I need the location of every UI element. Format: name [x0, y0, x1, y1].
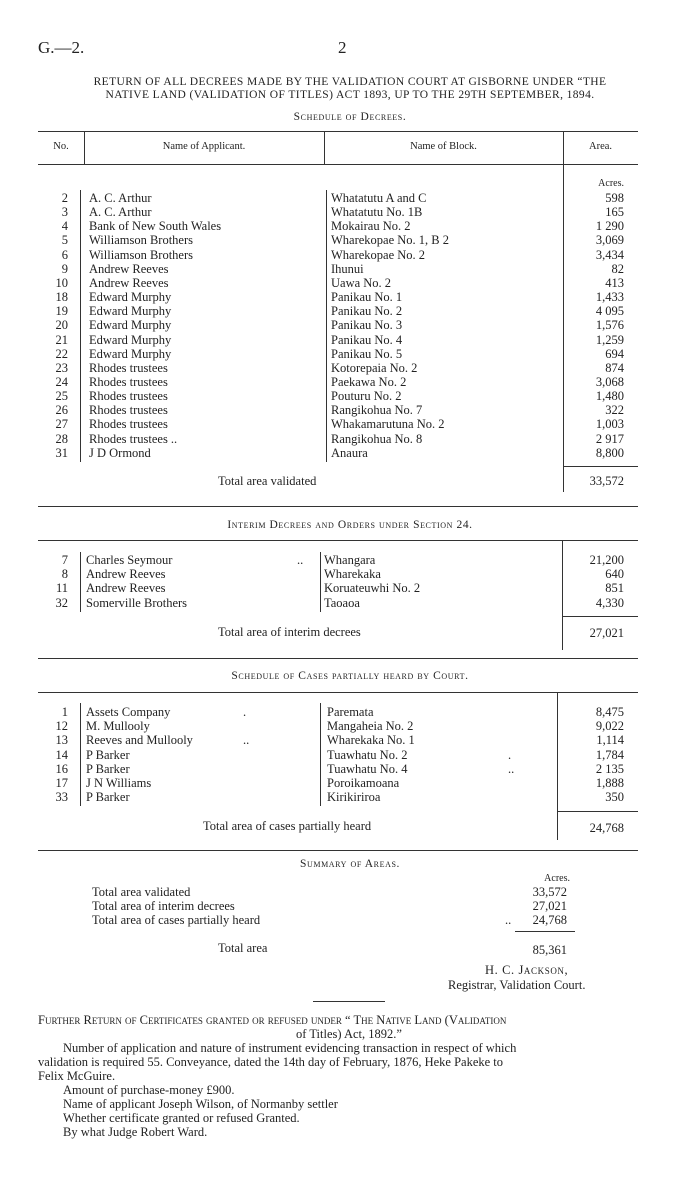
applicant-name: Name of applicant Joseph Wilson, of Normanby settler [63, 1097, 338, 1111]
total-interim-value: 27,021 [589, 626, 624, 640]
table-row [0, 705, 700, 719]
further-para-1: Number of application and nature of instrument evidencing transaction in respect of which [63, 1041, 517, 1055]
block-name: Rangikohua No. 8 [331, 431, 423, 446]
further-heading-line-2: of Titles) Act, 1892.” [296, 1027, 402, 1041]
summary-rule [515, 931, 575, 932]
subtotal-rule [557, 811, 638, 812]
table-row [0, 233, 700, 247]
row-number: 33 [55, 790, 68, 805]
row-number: 7 [61, 553, 68, 567]
block-name: Pouturu No. 2 [331, 389, 402, 404]
title-line-2: NATIVE LAND (VALIDATION OF TITLES) ACT 1893, UP TO THE 29TH SEPTEMBER, 1894. [105, 89, 595, 101]
row-number: 22 [55, 346, 68, 361]
area-value: 3,068 [595, 374, 624, 389]
block-name: Tuawhatu No. 4 [327, 761, 408, 776]
signature-title: Registrar, Validation Court. [448, 978, 586, 992]
table-row [0, 567, 700, 581]
table-row [0, 262, 700, 276]
table-row [0, 375, 700, 389]
area-value: 350 [605, 790, 624, 805]
applicant-name: Reeves and Mullooly [86, 733, 193, 748]
applicant-name: Bank of New South Wales [89, 219, 222, 234]
table-row [0, 347, 700, 361]
table-row [0, 553, 700, 567]
row-number: 16 [55, 761, 68, 776]
row-number: 6 [61, 247, 68, 262]
subtotal-rule [563, 466, 638, 467]
applicant-name: Rhodes trustees [89, 360, 168, 375]
applicant-name: P Barker [86, 790, 130, 805]
applicant-name: Williamson Brothers [89, 233, 193, 248]
row-number: 9 [61, 261, 68, 276]
area-value: 2 917 [595, 431, 624, 446]
summary-value: 33,572 [532, 885, 567, 899]
summary-total-label: Total area [218, 941, 268, 955]
applicant-name: J N Williams [86, 776, 152, 790]
leader-dots: .. [297, 553, 304, 567]
block-name: Wharekopae No. 1, B 2 [331, 233, 450, 248]
area-value: 1,003 [595, 417, 624, 432]
area-value: 1,433 [595, 290, 624, 305]
block-name: Whakamarutuna No. 2 [331, 417, 445, 432]
applicant-name: Edward Murphy [89, 290, 172, 305]
block-name: Wharekopae No. 2 [331, 247, 426, 262]
block-name: Koruateuwhi No. 2 [324, 581, 421, 596]
table-row [0, 762, 700, 776]
applicant-name: Rhodes trustees [89, 389, 168, 404]
applicant-name: Andrew Reeves [89, 275, 169, 290]
area-value: 4 095 [595, 304, 624, 319]
table-row [0, 719, 700, 733]
leader-dots: . [508, 747, 512, 762]
block-name: Panikau No. 5 [331, 346, 403, 361]
table-row [0, 417, 700, 431]
row-number: 19 [55, 304, 68, 319]
row-number: 3 [61, 205, 68, 220]
table-row [0, 748, 700, 762]
leader-dots: .. [508, 761, 515, 776]
applicant-name: J D Ormond [89, 445, 151, 460]
area-value: 1,259 [595, 332, 624, 347]
col-header-area: Area. [588, 141, 613, 152]
col-header-block: Name of Block. [410, 141, 477, 152]
block-name: Panikau No. 2 [331, 304, 403, 319]
leader-dots: .. [505, 913, 512, 928]
area-value: 3,069 [595, 233, 624, 248]
block-name: Kotorepaia No. 2 [331, 360, 418, 375]
area-value: 3,434 [595, 247, 624, 262]
applicant-name: Edward Murphy [89, 332, 172, 347]
row-number: 2 [61, 191, 68, 205]
block-name: Tuawhatu No. 2 [327, 747, 408, 762]
block-name: Poroikamoana [327, 776, 400, 790]
leader-dots: .. [243, 733, 250, 748]
certificate-status: Whether certificate granted or refused Granted. [63, 1111, 300, 1125]
area-value: 694 [605, 346, 624, 361]
block-name: Mokairau No. 2 [331, 219, 411, 234]
total-validated-label: Total area validated [218, 474, 317, 488]
area-value: 1 290 [595, 219, 624, 234]
area-value: 165 [605, 205, 624, 220]
applicant-name: Andrew Reeves [86, 567, 166, 582]
page-header-ref: G.—2. [38, 38, 85, 57]
area-value: 1,888 [595, 776, 624, 790]
applicant-name: P Barker [86, 747, 130, 762]
summary-label: Total area of interim decrees [92, 899, 235, 914]
table-row [0, 276, 700, 290]
leader-dots: . [243, 705, 247, 719]
table-head-rule [38, 164, 638, 165]
applicant-name: Andrew Reeves [86, 581, 166, 596]
total-partial-label: Total area of cases partially heard [203, 819, 372, 833]
applicant-name: Rhodes trustees .. [89, 431, 178, 446]
table-row [0, 290, 700, 304]
col-header-no: No. [53, 141, 69, 152]
row-number: 20 [55, 318, 68, 333]
block-name: Panikau No. 4 [331, 332, 403, 347]
table-row [0, 318, 700, 332]
row-number: 12 [55, 719, 68, 734]
section-rule [38, 658, 638, 659]
area-value: 82 [611, 261, 624, 276]
table-row [0, 596, 700, 610]
applicant-name: A. C. Arthur [89, 205, 152, 220]
row-number: 32 [55, 595, 68, 610]
title-line-1: RETURN OF ALL DECREES MADE BY THE VALIDATION COURT AT GISBORNE UNDER “THE [93, 76, 607, 88]
row-number: 23 [55, 360, 68, 375]
row-number: 17 [55, 776, 68, 790]
block-name: Taoaoa [324, 595, 360, 610]
partial-heading: Schedule of Cases partially heard by Court. [231, 670, 469, 682]
applicant-name: Edward Murphy [89, 304, 172, 319]
block-name: Whangara [324, 553, 376, 567]
area-value: 1,480 [595, 389, 624, 404]
schedule-heading: Schedule of Decrees. [293, 111, 407, 123]
table-row [0, 191, 700, 205]
block-name: Kirikiriroa [327, 790, 381, 805]
block-name: Whatatutu A and C [331, 191, 427, 205]
further-heading-line-1: Further Return of Certificates granted or refused under “ The Native Land (Validation [38, 1013, 507, 1027]
block-name: Mangaheia No. 2 [327, 719, 414, 734]
block-name: Anaura [331, 445, 368, 460]
row-number: 1 [61, 705, 68, 719]
table-row [0, 248, 700, 262]
area-value: 874 [605, 360, 624, 375]
applicant-name: P Barker [86, 761, 130, 776]
row-number: 28 [55, 431, 68, 446]
row-number: 21 [55, 332, 68, 347]
summary-value: 27,021 [532, 899, 567, 914]
area-value: 1,576 [595, 318, 624, 333]
signature-name: H. C. Jackson, [485, 963, 569, 977]
summary-value: 24,768 [532, 913, 567, 928]
applicant-name: A. C. Arthur [89, 191, 152, 205]
total-validated-value: 33,572 [589, 474, 624, 488]
applicant-name: Somerville Brothers [86, 595, 188, 610]
page-number: 2 [338, 38, 347, 57]
row-number: 27 [55, 417, 68, 432]
total-interim-label: Total area of interim decrees [218, 625, 361, 639]
further-para-2: validation is required 55. Conveyance, dated the 14th day of February, 1876, Heke Pakeke to [38, 1055, 504, 1069]
summary-label: Total area of cases partially heard [92, 913, 261, 928]
table-row [0, 219, 700, 233]
judge-name: By what Judge Robert Ward. [63, 1125, 208, 1139]
col-header-applicant: Name of Applicant. [162, 141, 246, 152]
table-row [0, 446, 700, 460]
applicant-name: Williamson Brothers [89, 247, 193, 262]
area-value: 851 [605, 581, 624, 596]
block-name: Wharekaka [324, 567, 381, 582]
row-number: 25 [55, 389, 68, 404]
further-heading [38, 1013, 660, 1041]
area-value: 1,784 [595, 747, 624, 762]
block-name: Whatatutu No. 1B [331, 205, 423, 220]
area-value: 598 [605, 191, 624, 205]
table-row [0, 776, 700, 790]
row-number: 5 [61, 233, 68, 248]
applicant-name: Edward Murphy [89, 346, 172, 361]
table-row [0, 581, 700, 595]
applicant-name: Rhodes trustees [89, 374, 168, 389]
total-partial-value: 24,768 [589, 821, 624, 835]
applicant-name: Assets Company [86, 705, 171, 719]
area-value: 640 [605, 567, 624, 582]
row-number: 31 [55, 445, 68, 460]
row-number: 8 [61, 567, 68, 582]
section-rule [38, 692, 638, 693]
block-name: Ihunui [331, 261, 364, 276]
table-row [0, 361, 700, 375]
table-row [0, 333, 700, 347]
return-title [30, 76, 670, 102]
area-value: 21,200 [589, 553, 624, 567]
row-number: 10 [55, 275, 68, 290]
block-name: Paremata [327, 705, 374, 719]
row-number: 14 [55, 747, 68, 762]
area-value: 2 135 [595, 761, 624, 776]
table-row [0, 389, 700, 403]
area-value: 8,800 [595, 445, 624, 460]
table-row [0, 432, 700, 446]
block-name: Wharekaka No. 1 [327, 733, 415, 748]
summary-label: Total area validated [92, 885, 191, 899]
applicant-name: Edward Murphy [89, 318, 172, 333]
area-value: 4,330 [595, 595, 624, 610]
block-name: Panikau No. 3 [331, 318, 403, 333]
row-number: 13 [55, 733, 68, 748]
block-name: Uawa No. 2 [331, 275, 392, 290]
applicant-name: Charles Seymour [86, 553, 173, 567]
row-number: 18 [55, 290, 68, 305]
subtotal-rule [562, 616, 638, 617]
table-row [0, 304, 700, 318]
area-value: 413 [605, 275, 624, 290]
area-value: 8,475 [595, 705, 624, 719]
table-row [0, 790, 700, 804]
applicant-name: Rhodes trustees [89, 403, 168, 418]
applicant-name: M. Mullooly [86, 719, 150, 734]
area-value: 9,022 [595, 719, 624, 734]
separator-rule [313, 1001, 385, 1002]
area-value: 1,114 [596, 733, 624, 748]
interim-heading: Interim Decrees and Orders under Section 24. [227, 519, 473, 531]
summary-units: Acres. [544, 873, 570, 884]
row-number: 11 [55, 581, 68, 596]
applicant-name: Rhodes trustees [89, 417, 168, 432]
row-number: 24 [55, 374, 68, 389]
further-para-3: Felix McGuire. [38, 1069, 116, 1083]
section-rule [38, 506, 638, 507]
summary-heading: Summary of Areas. [299, 858, 401, 870]
table-row [0, 205, 700, 219]
block-name: Rangikohua No. 7 [331, 403, 423, 418]
applicant-name: Andrew Reeves [89, 261, 169, 276]
table-row [0, 403, 700, 417]
row-number: 26 [55, 403, 68, 418]
units-label: Acres. [598, 178, 624, 189]
area-value: 322 [605, 403, 624, 418]
section-rule [38, 540, 638, 541]
table-row [0, 733, 700, 747]
block-name: Panikau No. 1 [331, 290, 403, 305]
summary-total-value: 85,361 [532, 943, 567, 957]
table-top-rule [38, 131, 638, 132]
row-number: 4 [61, 219, 68, 234]
section-rule [38, 850, 638, 851]
purchase-money: Amount of purchase-money £900. [63, 1083, 235, 1097]
block-name: Paekawa No. 2 [331, 374, 407, 389]
